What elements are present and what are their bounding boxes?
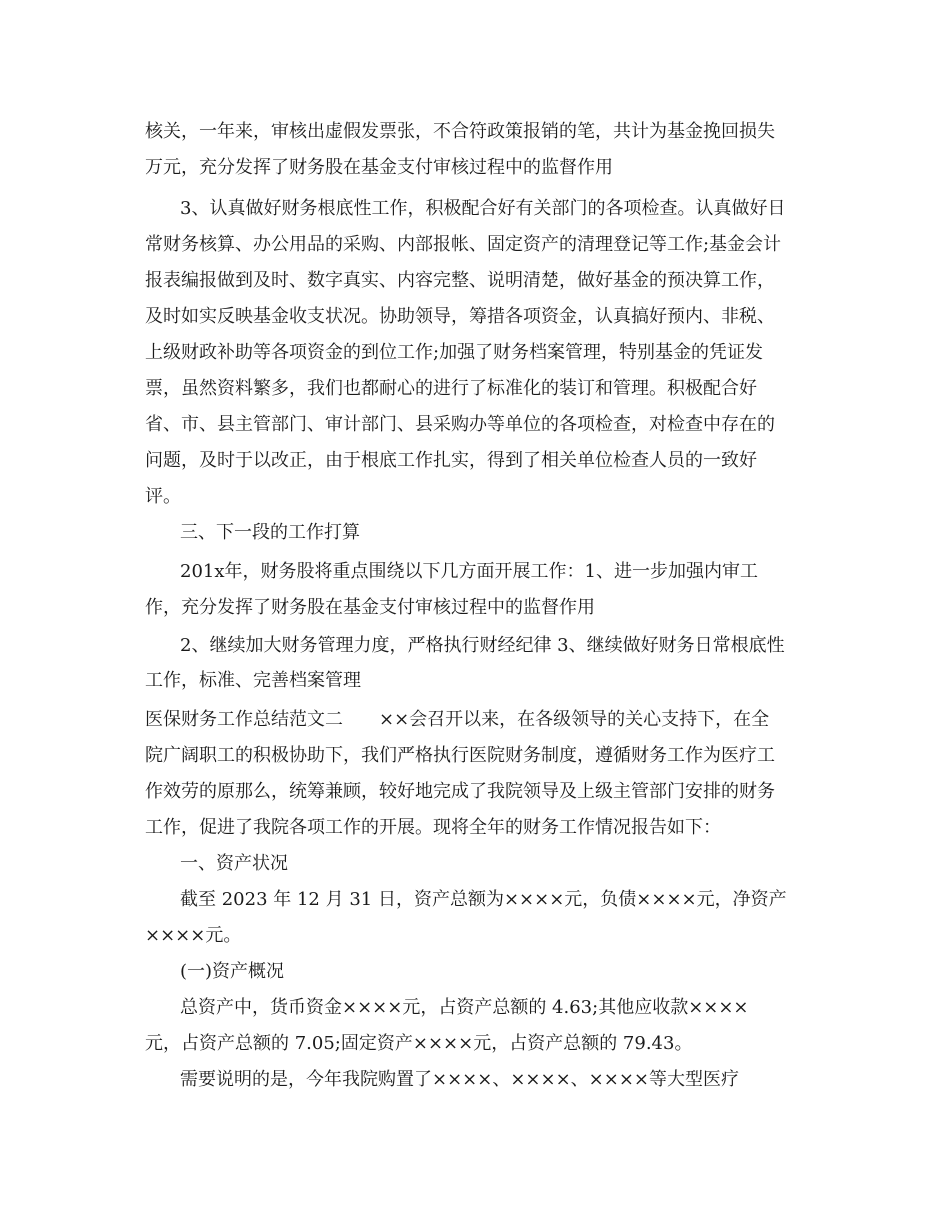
text-line: 核关，一年来，审核出虚假发票张，不合符政策报销的笔，共计为基金挽回损失	[145, 121, 775, 142]
text-line: 3、认真做好财务根底性工作，积极配合好有关部门的各项检查。认真做好日	[180, 198, 786, 219]
text-line: 工作，标准、完善档案管理	[145, 670, 361, 691]
text-line: 院广阔职工的积极协助下，我们严格执行医院财务制度，遵循财务工作为医疗工	[145, 745, 775, 766]
text-line: 上级财政补助等各项资金的到位工作;加强了财务档案管理，特别基金的凭证发	[145, 342, 764, 363]
section-heading: 一、资产状况	[180, 853, 288, 874]
text-line: 省、市、县主管部门、审计部门、县采购办等单位的各项检查，对检查中存在的	[145, 414, 775, 435]
text-line: 总资产中，货币资金××××元，占资产总额的 4.63;其他应收款××××	[180, 997, 749, 1018]
text-line: 万元，充分发挥了财务股在基金支付审核过程中的监督作用	[145, 157, 613, 178]
text-line: 201x年，财务股将重点围绕以下几方面开展工作：1、进一步加强内审工	[180, 561, 758, 582]
text-line: 报表编报做到及时、数字真实、内容完整、说明清楚，做好基金的预决算工作，	[145, 270, 775, 291]
section-heading: 三、下一段的工作打算	[180, 522, 360, 543]
text-line: 2、继续加大财务管理力度，严格执行财经纪律 3、继续做好财务日常根底性	[180, 635, 785, 656]
text-line: ××××元。	[145, 925, 242, 946]
text-line: 票，虽然资料繁多，我们也都耐心的进行了标准化的装订和管理。积极配合好	[145, 378, 757, 399]
text-line: 元，占资产总额的 7.05;固定资产××××元，占资产总额的 79.43。	[145, 1033, 693, 1054]
text-line: 截至 2023 年 12 月 31 日，资产总额为××××元，负债××××元，净资产	[180, 889, 787, 910]
text-line: 作，充分发挥了财务股在基金支付审核过程中的监督作用	[145, 597, 595, 618]
text-line: 医保财务工作总结范文二 ××会召开以来，在各级领导的关心支持下，在全	[145, 709, 770, 730]
text-line: 及时如实反映基金收支状况。协助领导，筹措各项资金，认真搞好预内、非税、	[145, 306, 775, 327]
text-line: 需要说明的是，今年我院购置了××××、××××、××××等大型医疗	[180, 1069, 739, 1090]
text-line: 问题，及时于以改正，由于根底工作扎实，得到了相关单位检查人员的一致好	[145, 450, 757, 471]
section-heading: (一)资产概况	[180, 961, 285, 982]
text-line: 常财务核算、办公用品的采购、内部报帐、固定资产的清理登记等工作;基金会计	[145, 234, 782, 255]
text-line: 工作，促进了我院各项工作的开展。现将全年的财务工作情况报告如下：	[145, 817, 721, 838]
text-line: 评。	[145, 486, 181, 507]
text-line: 作效劳的原那么，统筹兼顾，较好地完成了我院领导及上级主管部门安排的财务	[145, 781, 775, 802]
